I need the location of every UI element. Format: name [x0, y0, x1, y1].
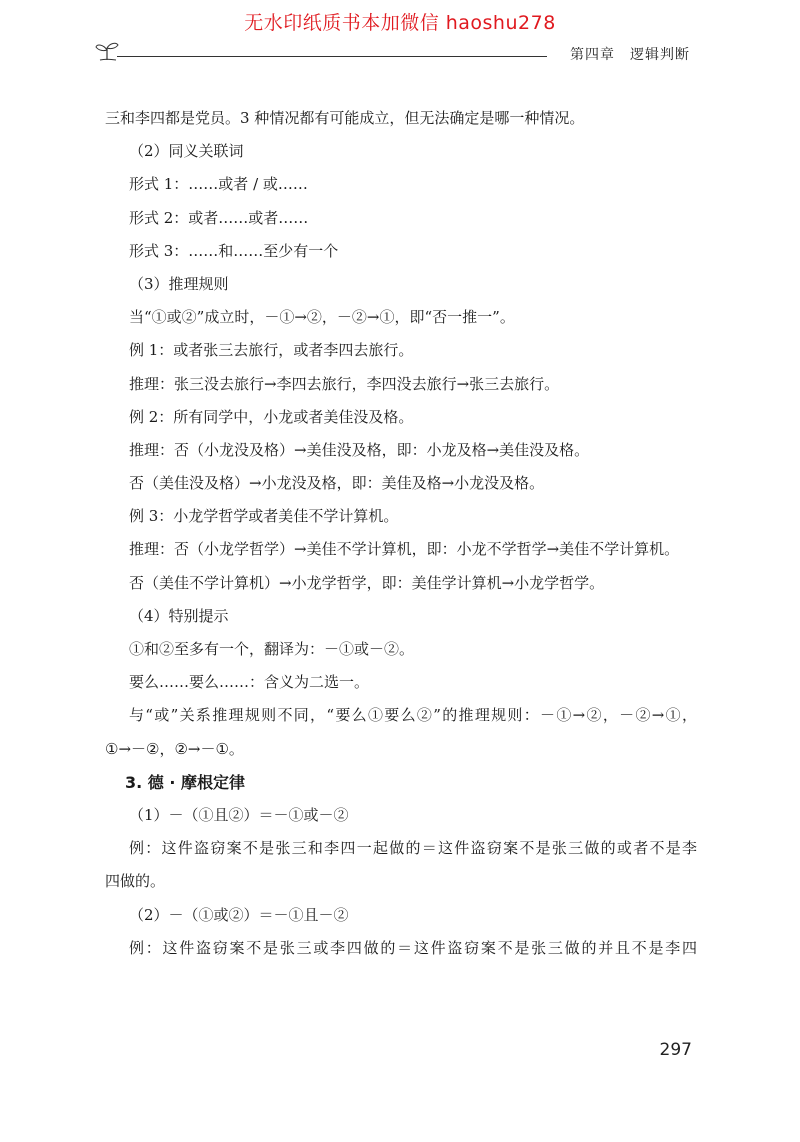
- body-line: ①和②至多有一个，翻译为：－①或－②。: [129, 640, 415, 658]
- body-line: 推理：否（小龙学哲学）→美佳不学计算机，即：小龙不学哲学→美佳不学计算机。: [129, 540, 680, 559]
- body-line: 四做的。: [105, 872, 166, 891]
- header-rule: [117, 56, 547, 57]
- body-line: 要么……要么……：含义为二选一。: [129, 673, 370, 692]
- sprout-icon: [95, 40, 119, 62]
- page-number: 297: [659, 1040, 692, 1060]
- body-line: 三和李四都是党员。3 种情况都有可能成立，但无法确定是哪一种情况。: [105, 109, 585, 127]
- example-line: 例：这件盗窃案不是张三或李四做的＝这件盗窃案不是张三做的并且不是李四: [129, 938, 697, 957]
- example-line: 例 1：或者张三去旅行，或者李四去旅行。: [129, 341, 414, 360]
- body-line: 形式 2：或者……或者……: [129, 208, 309, 227]
- page-body: [105, 102, 697, 965]
- example-line: 例 3：小龙学哲学或者美佳不学计算机。: [129, 507, 399, 526]
- body-line: 否（美佳不学计算机）→小龙学哲学，即：美佳学计算机→小龙学哲学。: [129, 573, 605, 592]
- body-line: 推理：否（小龙没及格）→美佳没及格，即：小龙及格→美佳没及格。: [129, 440, 590, 459]
- body-line: 推理：张三没去旅行→李四去旅行，李四没去旅行→张三去旅行。: [129, 374, 560, 393]
- body-line: 与“或”关系推理规则不同，“要么①要么②”的推理规则：－①→②，－②→①，: [129, 706, 697, 725]
- example-line: 例：这件盗窃案不是张三和李四一起做的＝这件盗窃案不是张三做的或者不是李: [129, 839, 697, 858]
- page-header: [95, 40, 695, 70]
- body-line: 当“①或②”成立时，－①→②，－②→①，即“否一推一”。: [129, 308, 515, 327]
- formula-line: （1）－（①且②）＝－①或－②: [129, 805, 349, 824]
- body-line: 否（美佳没及格）→小龙没及格，即：美佳及格→小龙没及格。: [129, 474, 545, 493]
- body-line: 形式 3：……和……至少有一个: [129, 241, 339, 260]
- example-line: 例 2：所有同学中，小龙或者美佳没及格。: [129, 407, 414, 426]
- body-line: ①→－②，②→－①。: [105, 739, 244, 758]
- subheading: （4）特别提示: [129, 606, 229, 625]
- section-heading: 3. 德 · 摩根定律: [125, 772, 246, 792]
- subheading: （3）推理规则: [129, 274, 229, 293]
- body-line: 形式 1：……或者 / 或……: [129, 175, 308, 194]
- formula-line: （2）－（①或②）＝－①且－②: [129, 905, 349, 924]
- subheading: （2）同义关联词: [129, 142, 244, 161]
- chapter-title: 第四章 逻辑判断: [570, 47, 690, 63]
- watermark: 无水印纸质书本加微信 haoshu278: [244, 12, 556, 34]
